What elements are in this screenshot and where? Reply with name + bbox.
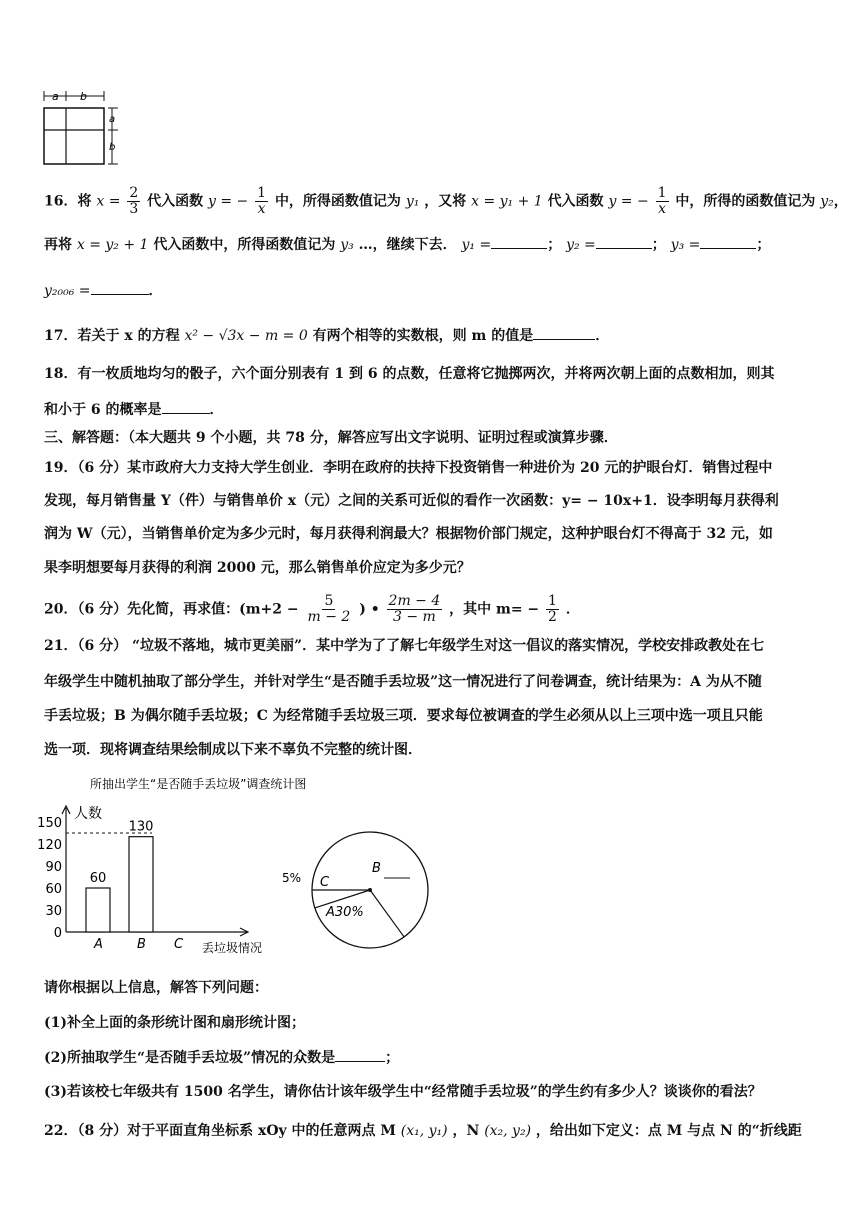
question-part-2: (2)所抽取学生“是否随手丢垃圾”情况的众数是 ； [44,1047,399,1068]
pie-center [368,888,372,892]
y-tick-label: 60 [45,882,62,897]
y-tick-label: 150 [37,816,62,831]
answer-blank-q18[interactable] [162,399,210,414]
x-axis-label: 丢垃圾情况 [202,941,263,955]
chart-title: 所抽出学生“是否随手丢垃圾”调查统计图 [90,777,307,791]
q21-line1: 21．（6 分） “垃圾不落地，城市更美丽”．某中学为了了解七年级学生对这一倡议的落实情况，学校安排政教处在七 [44,638,765,654]
question-part-3: (3)若该校七年级共有 1500 名学生，请你估计该年级学生中“经常随手丢垃圾”的学生约有多少人？谈谈你的看法？ [44,1084,762,1100]
q18-line1: 18．有一枚质地均匀的骰子，六个面分别表有 1 到 6 的点数，任意将它抛掷两次，并将两次朝上面的点数相加，则其 [44,366,775,382]
q19-line2: 发现，每月销售量 Y（件）与销售单价 x（元）之间的关系可近似的看作一次函数：y= − 10x+1．设李明每月获得利 [44,493,779,509]
q21-line4: 选一项．现将调查结果绘制成以下来不辜负不完整的统计图． [44,742,422,758]
category-label: B [137,937,146,952]
section-3-heading: 三、解答题：（本大题共 9 个小题，共 78 分，解答应写出文字说明、证明过程或演算步骤． [44,430,618,446]
label-a: a [52,90,59,103]
q21-line2: 年级学生中随机抽取了部分学生，并针对学生“是否随手丢垃圾”这一情况进行了问卷调查，统计结果为：A 为从不随 [44,674,762,690]
svg-text:a: a [109,114,116,125]
category-label: A [94,937,103,952]
questions-intro: 请你根据以上信息，解答下列问题： [44,980,268,996]
question-part-1: (1)补全上面的条形统计图和扇形统计图； [44,1015,305,1031]
pie-label-c-percent: 5% [282,871,302,885]
answer-blank-y2[interactable] [596,234,652,249]
pie-label-c: C [320,875,330,890]
statistics-chart [30,770,450,970]
bar-value-label: 60 [89,871,107,886]
q19-line4: 果李明想要每月获得的利润 2000 元，那么销售单价应定为多少元？ [44,560,471,576]
q16-line3: y₂₀₀₆ = ． [44,280,163,301]
bar-value-label: 130 [128,819,154,835]
bar-chart [37,805,262,955]
q16-line1: 16．将 x = $\frac{2}{3}$ 代入函数 y = − $\frac{1}{x}$ 中，所得函数值记为 y₁ ，又将 x = y₁ + 1 代入函数 y = − $\frac{1}{x}$ 中，所得的函数值记为 y₂， [44,185,848,217]
pie-label-b: B [372,861,381,876]
category-label: C [174,937,184,952]
pie-label-a: A30% [326,905,364,920]
q16-line2: 再将 x = y₂ + 1 代入函数中，所得函数值记为 y₃ …，继续下去． y₁ = ； y₂ = ； y₃ = ； [44,234,770,255]
pie-chart [282,832,428,948]
answer-blank-y1[interactable] [491,234,547,249]
answer-blank-y3[interactable] [700,234,756,249]
y-axis-label: 人数 [74,806,102,822]
svg-text:b: b [109,142,116,153]
bar-b [129,837,153,932]
y-tick-label: 0 [53,926,62,941]
q17: 17．若关于 x 的方程 x² − √3x − m = 0 有两个相等的实数根，则 m 的值是 ． [44,325,609,346]
answer-blank-y2006[interactable] [91,280,149,295]
y-tick-label: 30 [45,904,62,919]
q21-line3: 手丢垃圾；B 为偶尔随手丢垃圾；C 为经常随手丢垃圾三项．要求每位被调查的学生必须从以上三项中选一项且只能 [44,708,763,724]
bar-a [86,888,110,932]
label-b: b [80,90,87,103]
q18-line2: 和小于 6 的概率是 ． [44,399,224,420]
answer-blank-mode[interactable] [335,1047,385,1062]
y-tick-label: 90 [45,860,62,875]
square-grid-figure [40,88,130,170]
q20: 20．（6 分）先化简，再求值：(m+2 − $\frac{5}{m - 2}$ ) • $\frac{2m - 4}{3 - m}$ ，其中 m= − $\frac{1}{2}$ ． [44,593,580,625]
q19-line3: 润为 W（元），当销售单价定为多少元时，每月获得利润最大？根据物价部门规定，这种护眼台灯不得高于 32 元，如 [44,526,773,542]
q22: 22．（8 分）对于平面直角坐标系 xOy 中的任意两点 M (x₁, y₁) ，N (x₂, y₂) ，给出如下定义：点 M 与点 N 的“折线距 [44,1123,802,1139]
y-tick-label: 120 [37,838,62,853]
answer-blank-q17[interactable] [533,325,595,340]
q19-line1: 19．（6 分）某市政府大力支持大学生创业．李明在政府的扶持下投资销售一种进价为 20 元的护眼台灯．销售过程中 [44,460,773,476]
